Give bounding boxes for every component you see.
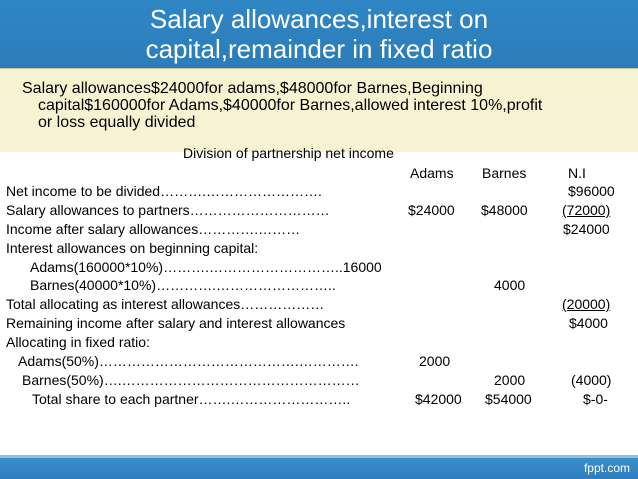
table-row-ni: $96000 xyxy=(568,183,615,199)
table-row-label: Allocating in fixed ratio: xyxy=(6,334,150,350)
table-row-label: Net income to be divided……….……………………. xyxy=(6,183,322,199)
table-row-adams: 2000 xyxy=(419,353,451,369)
problem-line-2: capital$160000for Adams,$40000for Barnes,allowed interest 10%,profit xyxy=(38,97,543,114)
problem-line-3: or loss equally divided xyxy=(38,114,196,131)
column-header-ni: N.I xyxy=(568,165,586,181)
footer-highlight xyxy=(0,455,638,458)
table-row-ni: $24000 xyxy=(563,221,610,237)
table-row-label: Adams(50%)…………………………………….…………. xyxy=(18,353,359,369)
slide-title-line-1: Salary allowances,interest on xyxy=(149,4,489,34)
table-row-label: Adams(160000*10%)……….………………………..16000 xyxy=(30,259,382,275)
table-row-ni: (72000) xyxy=(562,202,611,218)
table-row-barnes: $48000 xyxy=(481,202,528,218)
table-row-label: Barnes(40000*10%)………….…………………….. xyxy=(30,277,336,293)
table-row-adams: $24000 xyxy=(408,202,455,218)
table-heading: Division of partnership net income xyxy=(183,145,394,161)
header-divider xyxy=(0,68,638,69)
table-row-barnes: 4000 xyxy=(494,277,526,293)
table-row-ni: (4000) xyxy=(571,372,612,388)
table-row-label: Total share to each partner…….…………………….. xyxy=(32,391,351,407)
column-header-barnes: Barnes xyxy=(482,165,527,181)
problem-line-1: Salary allowances$24000for adams,$48000for Barnes,Beginning xyxy=(22,80,483,97)
problem-statement xyxy=(22,80,622,131)
table-row-label: Barnes(50%)….…………………………………………… xyxy=(22,372,360,388)
slide-title-line-2: capital,remainder in fixed ratio xyxy=(145,34,493,64)
table-row-adams: $42000 xyxy=(415,391,462,407)
table-row-barnes: $54000 xyxy=(485,391,532,407)
table-row-label: Income after salary allowances………….……… xyxy=(6,221,301,237)
column-header-adams: Adams xyxy=(410,165,454,181)
table-row-barnes: 2000 xyxy=(494,372,526,388)
footer-bar xyxy=(0,455,638,479)
table-row-label: Salary allowances to partners………………………… xyxy=(6,202,330,218)
table-row-label: Remaining income after salary and interest allowances xyxy=(6,315,346,331)
table-row-ni: (20000) xyxy=(562,296,611,312)
table-row-label: Interest allowances on beginning capital: xyxy=(6,240,259,256)
table-row-ni: $4000 xyxy=(569,315,608,331)
table-row-label: Total allocating as interest allowances……………… xyxy=(6,296,325,312)
brand-watermark: fppt.com xyxy=(583,461,630,475)
table-row-ni: $-0- xyxy=(583,391,608,407)
